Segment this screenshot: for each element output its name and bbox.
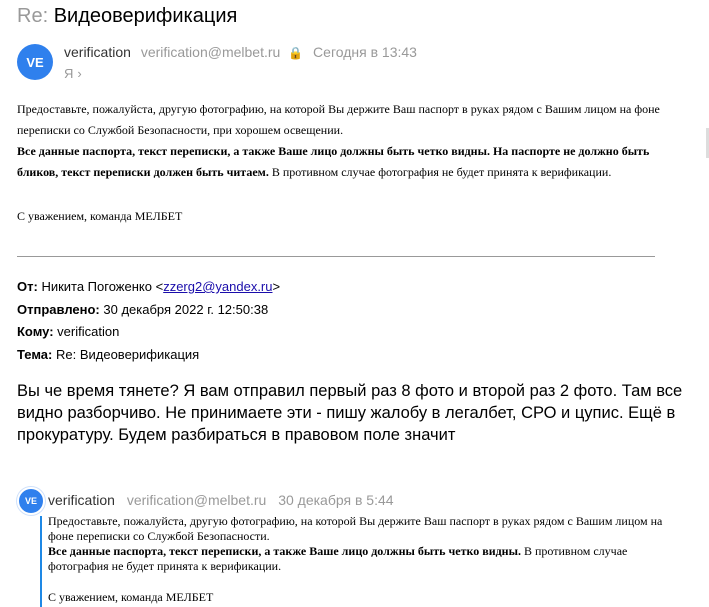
chevron-right-icon: ›	[77, 66, 82, 81]
meta-from-email-link[interactable]: zzerg2@yandex.ru	[163, 279, 273, 294]
recipient-label: Я	[64, 66, 74, 81]
meta-from	[17, 276, 280, 299]
meta-from-name: Никита Погоженко <	[41, 279, 164, 294]
quoted-date: 30 декабря в 5:44	[278, 492, 394, 508]
meta-sent	[17, 299, 280, 322]
quoted-header	[48, 492, 394, 508]
meta-sent-value: 30 декабря 2022 г. 12:50:38	[103, 301, 269, 317]
reply-text: Вы че время тянете? Я вам отправил первый раз 8 фото и второй раз 2 фото. Там все видно разборчиво. Не принимаете эти - пишу жалобу в легалбет, СРО и цупис. Ещё в прокуратуру. Будем разбираться в правовом поле значит	[17, 382, 683, 444]
quoted-paragraph-1: Предоставьте, пожалуйста, другую фотографию, на которой Вы держите Ваш паспорт в руках рядом с Вашим лицом на фоне переписки со Службой Безопасности.	[48, 514, 663, 543]
message-body	[17, 99, 677, 183]
body-bold-text: Все данные паспорта, текст переписки, а также Ваше лицо должны быть четко видны. На паспорте не должно быть бликов, текст переписки должен быть читаем.	[17, 144, 650, 179]
quoted-body	[48, 514, 678, 574]
meta-from-close: >	[272, 279, 281, 294]
forward-meta	[17, 276, 280, 366]
sender-date: Сегодня в 13:43	[313, 44, 417, 60]
sender-email[interactable]: verification@melbet.ru	[140, 44, 281, 60]
meta-subject-label: Тема:	[17, 346, 53, 362]
subject-text: Видеоверификация	[53, 5, 238, 27]
quoted-sender-email[interactable]: verification@melbet.ru	[126, 492, 267, 508]
sender-header	[64, 44, 417, 60]
sender-name[interactable]: verification	[64, 44, 131, 60]
quoted-regular-text: В противном случае фотография не будет принята к верификации.	[48, 544, 628, 573]
body-paragraph-1: Предоставьте, пожалуйста, другую фотографию, на которой Вы держите Ваш паспорт в руках рядом с Вашим лицом на фоне переписки со Службой Безопасности, при хорошем освещении.	[17, 102, 660, 137]
subject-prefix: Re:	[17, 5, 49, 27]
body-regular-text: В противном случае фотография не будет принята к верификации.	[268, 165, 612, 179]
meta-to-value: verification	[57, 324, 120, 339]
quote-bar	[40, 516, 42, 607]
quoted-signature: С уважением, команда МЕЛБЕТ	[48, 590, 214, 604]
quoted-bold-text: Все данные паспорта, текст переписки, а также Ваше лицо должны быть четко видны.	[48, 544, 521, 558]
quoted-paragraph-2	[48, 544, 678, 574]
meta-subject-value: Re: Видеоверификация	[55, 346, 200, 362]
meta-subject	[17, 344, 280, 367]
recipient-toggle[interactable]	[64, 66, 82, 81]
meta-from-label: От:	[17, 279, 38, 294]
quoted-sender-name[interactable]: verification	[48, 492, 115, 508]
signature: С уважением, команда МЕЛБЕТ	[17, 209, 183, 223]
quoted-avatar[interactable]: VE	[17, 487, 45, 515]
meta-sent-label: Отправлено:	[17, 301, 100, 317]
divider	[17, 256, 655, 257]
meta-to	[17, 321, 280, 344]
body-paragraph-2	[17, 141, 677, 183]
sender-avatar[interactable]: VE	[17, 44, 53, 80]
meta-to-label: Кому:	[17, 324, 54, 339]
lock-icon: 🔒	[288, 46, 304, 60]
email-subject	[17, 5, 237, 28]
